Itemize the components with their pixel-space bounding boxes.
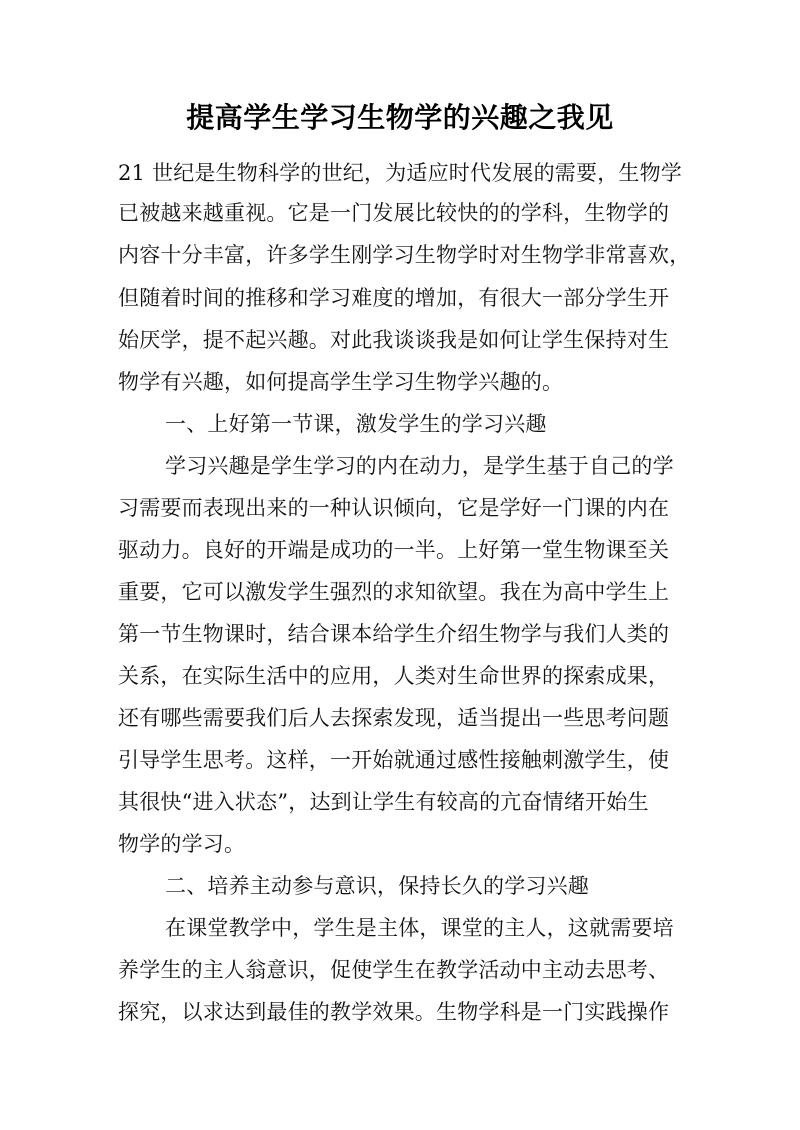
paragraph-line: 内容十分丰富，许多学生刚学习生物学时对生物学非常喜欢， <box>118 243 691 267</box>
paragraph-line: 21 世纪是生物科学的世纪，为适应时代发展的需要，生物学 <box>118 161 682 185</box>
paragraph-line: 已被越来越重视。它是一门发展比较快的的学科，生物学的 <box>118 201 670 225</box>
paragraph-line: 在课堂教学中，学生是主体，课堂的主人，这就需要培 <box>165 916 674 940</box>
paragraph-line: 物学有兴趣，如何提高学生学习生物学兴趣的。 <box>118 370 564 394</box>
paragraph-line: 学习兴趣是学生学习的内在动力，是学生基于自己的学 <box>165 454 674 478</box>
paragraph-line: 但随着时间的推移和学习难度的增加，有很大一部分学生开 <box>118 286 670 310</box>
paragraph-line: 习需要而表现出来的一种认识倾向，它是学好一门课的内在 <box>118 496 670 520</box>
paragraph-line: 其很快“进入状态”，达到让学生有较高的亢奋情绪开始生 <box>118 790 649 814</box>
paragraph-line: 物学的学习。 <box>118 832 246 856</box>
paragraph-line: 始厌学，提不起兴趣。对此我谈谈我是如何让学生保持对生 <box>118 328 670 352</box>
document-title: 提高学生学习生物学的兴趣之我见 <box>186 101 614 134</box>
paragraph-line: 引导学生思考。这样，一开始就通过感性接触刺激学生，使 <box>118 748 670 772</box>
paragraph-line: 驱动力。良好的开端是成功的一半。上好第一堂生物课至关 <box>118 538 670 562</box>
section-heading: 一、上好第一节课，激发学生的学习兴趣 <box>165 412 547 436</box>
section-heading: 二、培养主动参与意识，保持长久的学习兴趣 <box>165 874 589 898</box>
paragraph-line: 探究，以求达到最佳的教学效果。生物学科是一门实践操作 <box>118 1000 670 1024</box>
paragraph-line: 养学生的主人翁意识，促使学生在教学活动中主动去思考、 <box>118 958 670 982</box>
paragraph-line: 第一节生物课时，结合课本给学生介绍生物学与我们人类的 <box>118 622 670 646</box>
paragraph-line: 关系，在实际生活中的应用，人类对生命世界的探索成果， <box>118 664 670 688</box>
paragraph-line: 还有哪些需要我们后人去探索发现，适当提出一些思考问题 <box>118 706 670 730</box>
paragraph-line: 重要，它可以激发学生强烈的求知欲望。我在为高中学生上 <box>118 580 670 604</box>
